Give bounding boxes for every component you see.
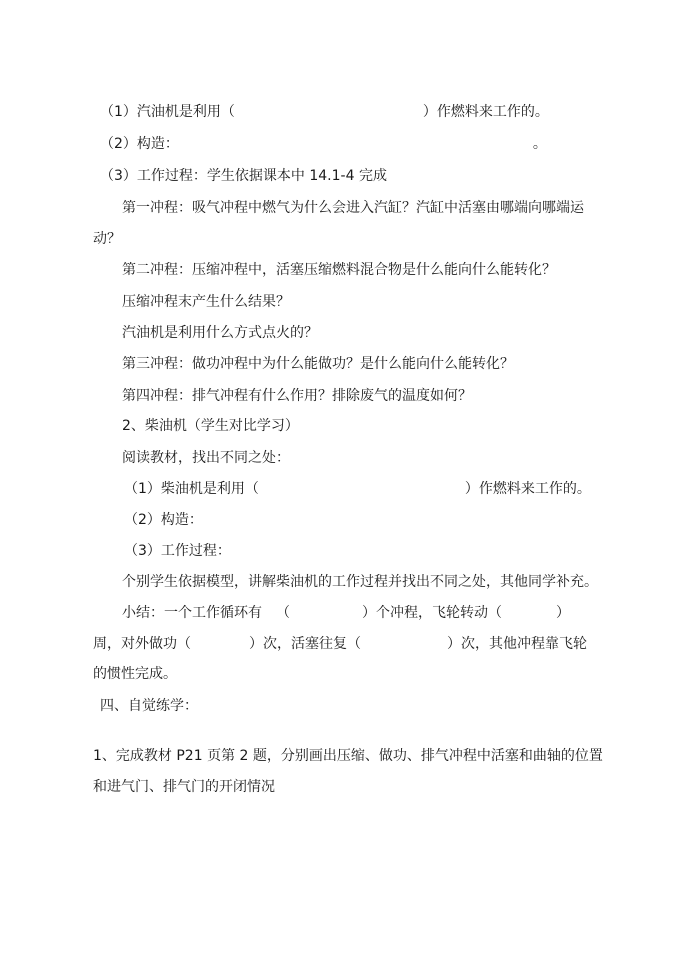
summary-line-1 xyxy=(122,603,570,623)
summary-line-2 xyxy=(93,634,587,654)
stroke2-result-question: 压缩冲程末产生什么结果？ xyxy=(122,294,290,310)
practice-item-1-cont: 和进气门、排气门的开闭情况 xyxy=(93,779,275,795)
diesel-fuel-line xyxy=(124,479,591,499)
diesel-structure: （2）构造： xyxy=(124,512,203,528)
petrol-structure-label: （2）构造： xyxy=(100,136,179,152)
summary-text-d: ） xyxy=(556,605,570,621)
practice-item-1: 1、完成教材 P21 页第 2 题，分别画出压缩、做功、排气冲程中活塞和曲轴的位置 xyxy=(93,748,603,764)
diesel-process: （3）工作过程： xyxy=(124,543,231,559)
petrol-fuel-suffix: ）作燃料来工作的。 xyxy=(422,104,549,120)
petrol-fuel-line xyxy=(100,102,549,122)
petrol-structure-end: 。 xyxy=(532,136,547,152)
stroke3-question: 第三冲程：做功冲程中为什么能做功？是什么能向什么能转化？ xyxy=(122,356,514,372)
petrol-structure-line xyxy=(100,134,547,154)
summary-text-g: ）次，其他冲程靠飞轮 xyxy=(447,636,587,652)
summary-text-c: ）个冲程，飞轮转动（ xyxy=(362,605,502,621)
summary-text-e: 周，对外做功（ xyxy=(93,636,191,652)
stroke4-question: 第四冲程：排气冲程有什么作用？排除废气的温度如何？ xyxy=(122,388,472,404)
diesel-fuel-prefix: （1）柴油机是利用（ xyxy=(124,481,259,497)
diesel-model-note: 个别学生依据模型，讲解柴油机的工作过程并找出不同之处，其他同学补充。 xyxy=(122,574,598,590)
summary-text-b: （ xyxy=(276,605,290,621)
diesel-heading: 2、柴油机（学生对比学习） xyxy=(122,418,299,434)
ignition-question: 汽油机是利用什么方式点火的？ xyxy=(122,325,318,341)
stroke1-question: 第一冲程：吸气冲程中燃气为什么会进入汽缸？汽缸中活塞由哪端向哪端运 xyxy=(122,200,584,216)
summary-line-3: 的惯性完成。 xyxy=(93,666,177,682)
petrol-process: （3）工作过程：学生依据课本中 14.1-4 完成 xyxy=(100,168,387,184)
petrol-fuel-prefix: （1）汽油机是利用（ xyxy=(100,104,235,120)
practice-heading: 四、自觉练学： xyxy=(100,698,198,714)
summary-text-f: ）次，活塞往复（ xyxy=(249,636,361,652)
stroke2-question: 第二冲程：压缩冲程中，活塞压缩燃料混合物是什么能向什么能转化？ xyxy=(122,262,556,278)
stroke1-question-cont: 动？ xyxy=(93,231,121,247)
diesel-fuel-suffix: ）作燃料来工作的。 xyxy=(464,481,591,497)
diesel-read-instruction: 阅读教材，找出不同之处： xyxy=(122,450,290,466)
summary-text-a: 小结：一个工作循环有 xyxy=(122,605,262,621)
